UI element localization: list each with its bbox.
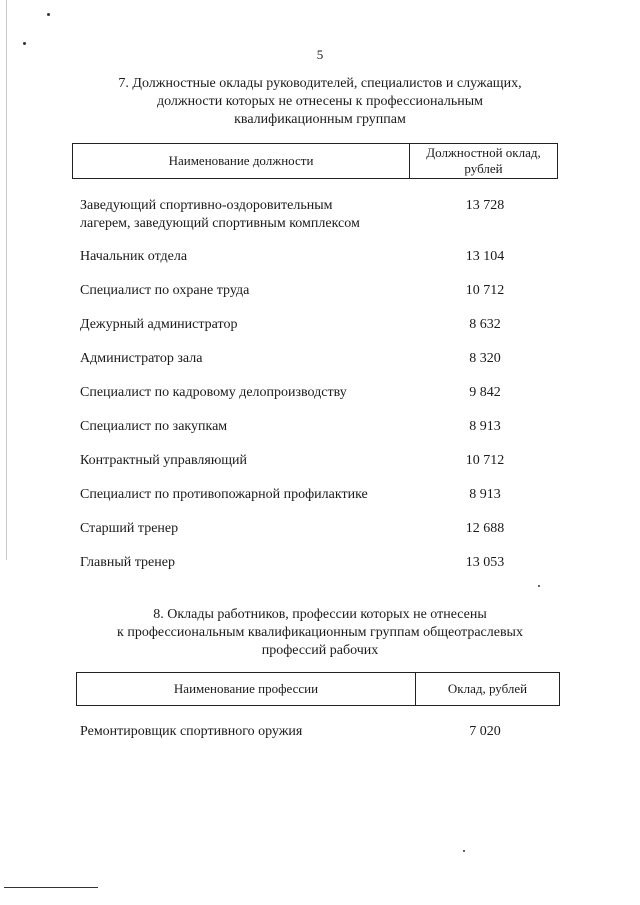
table-row-label: Администратор зала (80, 351, 203, 366)
table-row-label: Контрактный управляющий (80, 453, 248, 468)
section-7-title-line: квалификационным группам (234, 112, 406, 127)
table-row-value: 12 688 (465, 521, 505, 536)
table-row-value: 10 712 (465, 453, 505, 468)
header-salary: Оклад, рублей (447, 681, 528, 696)
table-row-label: Главный тренер (80, 555, 175, 570)
header-salary (410, 144, 557, 178)
page-number: 5 (316, 47, 324, 62)
header-position-name: Наименование должности (168, 153, 314, 168)
scan-speck (463, 850, 465, 852)
scan-speck (23, 42, 26, 45)
table-row-label: Начальник отдела (80, 249, 188, 264)
table-row-value: 13 728 (465, 198, 505, 213)
header-profession-name: Наименование профессии (173, 681, 319, 696)
section-8-title-line: к профессиональным квалификационным группам общеотраслевых (117, 625, 523, 640)
scan-margin-line (6, 0, 7, 560)
table-row-label: Специалист по охране труда (80, 283, 250, 298)
table-row-value: 10 712 (465, 283, 505, 298)
section-7-title (60, 75, 580, 129)
section-8-title-line: профессий рабочих (261, 643, 379, 658)
footer-rule (4, 887, 98, 888)
table-row-label: Специалист по кадровому делопроизводству (80, 385, 347, 400)
table-row-label: Ремонтировщик спортивного оружия (80, 724, 303, 739)
table-row-value: 7 020 (469, 724, 501, 739)
row-label-line: Заведующий спортивно-оздоровительным (80, 198, 333, 213)
header-salary-line: рублей (464, 161, 503, 176)
table-row-label: Старший тренер (80, 521, 179, 536)
section-8-title-line: 8. Оклады работников, профессии которых не отнесены (153, 607, 487, 622)
table-row-value: 8 320 (469, 351, 501, 366)
section-7-table-header (72, 143, 558, 179)
section-8-table-header (76, 672, 560, 706)
table-row-label: Специалист по противопожарной профилактике (80, 487, 368, 502)
table-row-value: 13 104 (465, 249, 505, 264)
scan-speck (538, 585, 540, 587)
row-label-line: лагерем, заведующий спортивным комплексом (80, 216, 360, 231)
table-row-value: 8 913 (469, 487, 501, 502)
header-salary-line: Должностной оклад, (426, 145, 541, 160)
section-8-title (60, 606, 580, 660)
section-7-title-line: должности которых не отнесены к профессиональным (156, 94, 483, 109)
table-row-label (80, 197, 360, 233)
section-7-title-line: 7. Должностные оклады руководителей, специалистов и служащих, (118, 76, 522, 91)
scan-speck (47, 13, 50, 16)
table-row-label: Дежурный администратор (80, 317, 238, 332)
table-row-value: 8 913 (469, 419, 501, 434)
table-row-value: 8 632 (469, 317, 501, 332)
table-row-value: 13 053 (465, 555, 505, 570)
table-row-label: Специалист по закупкам (80, 419, 228, 434)
table-row-value: 9 842 (469, 385, 501, 400)
